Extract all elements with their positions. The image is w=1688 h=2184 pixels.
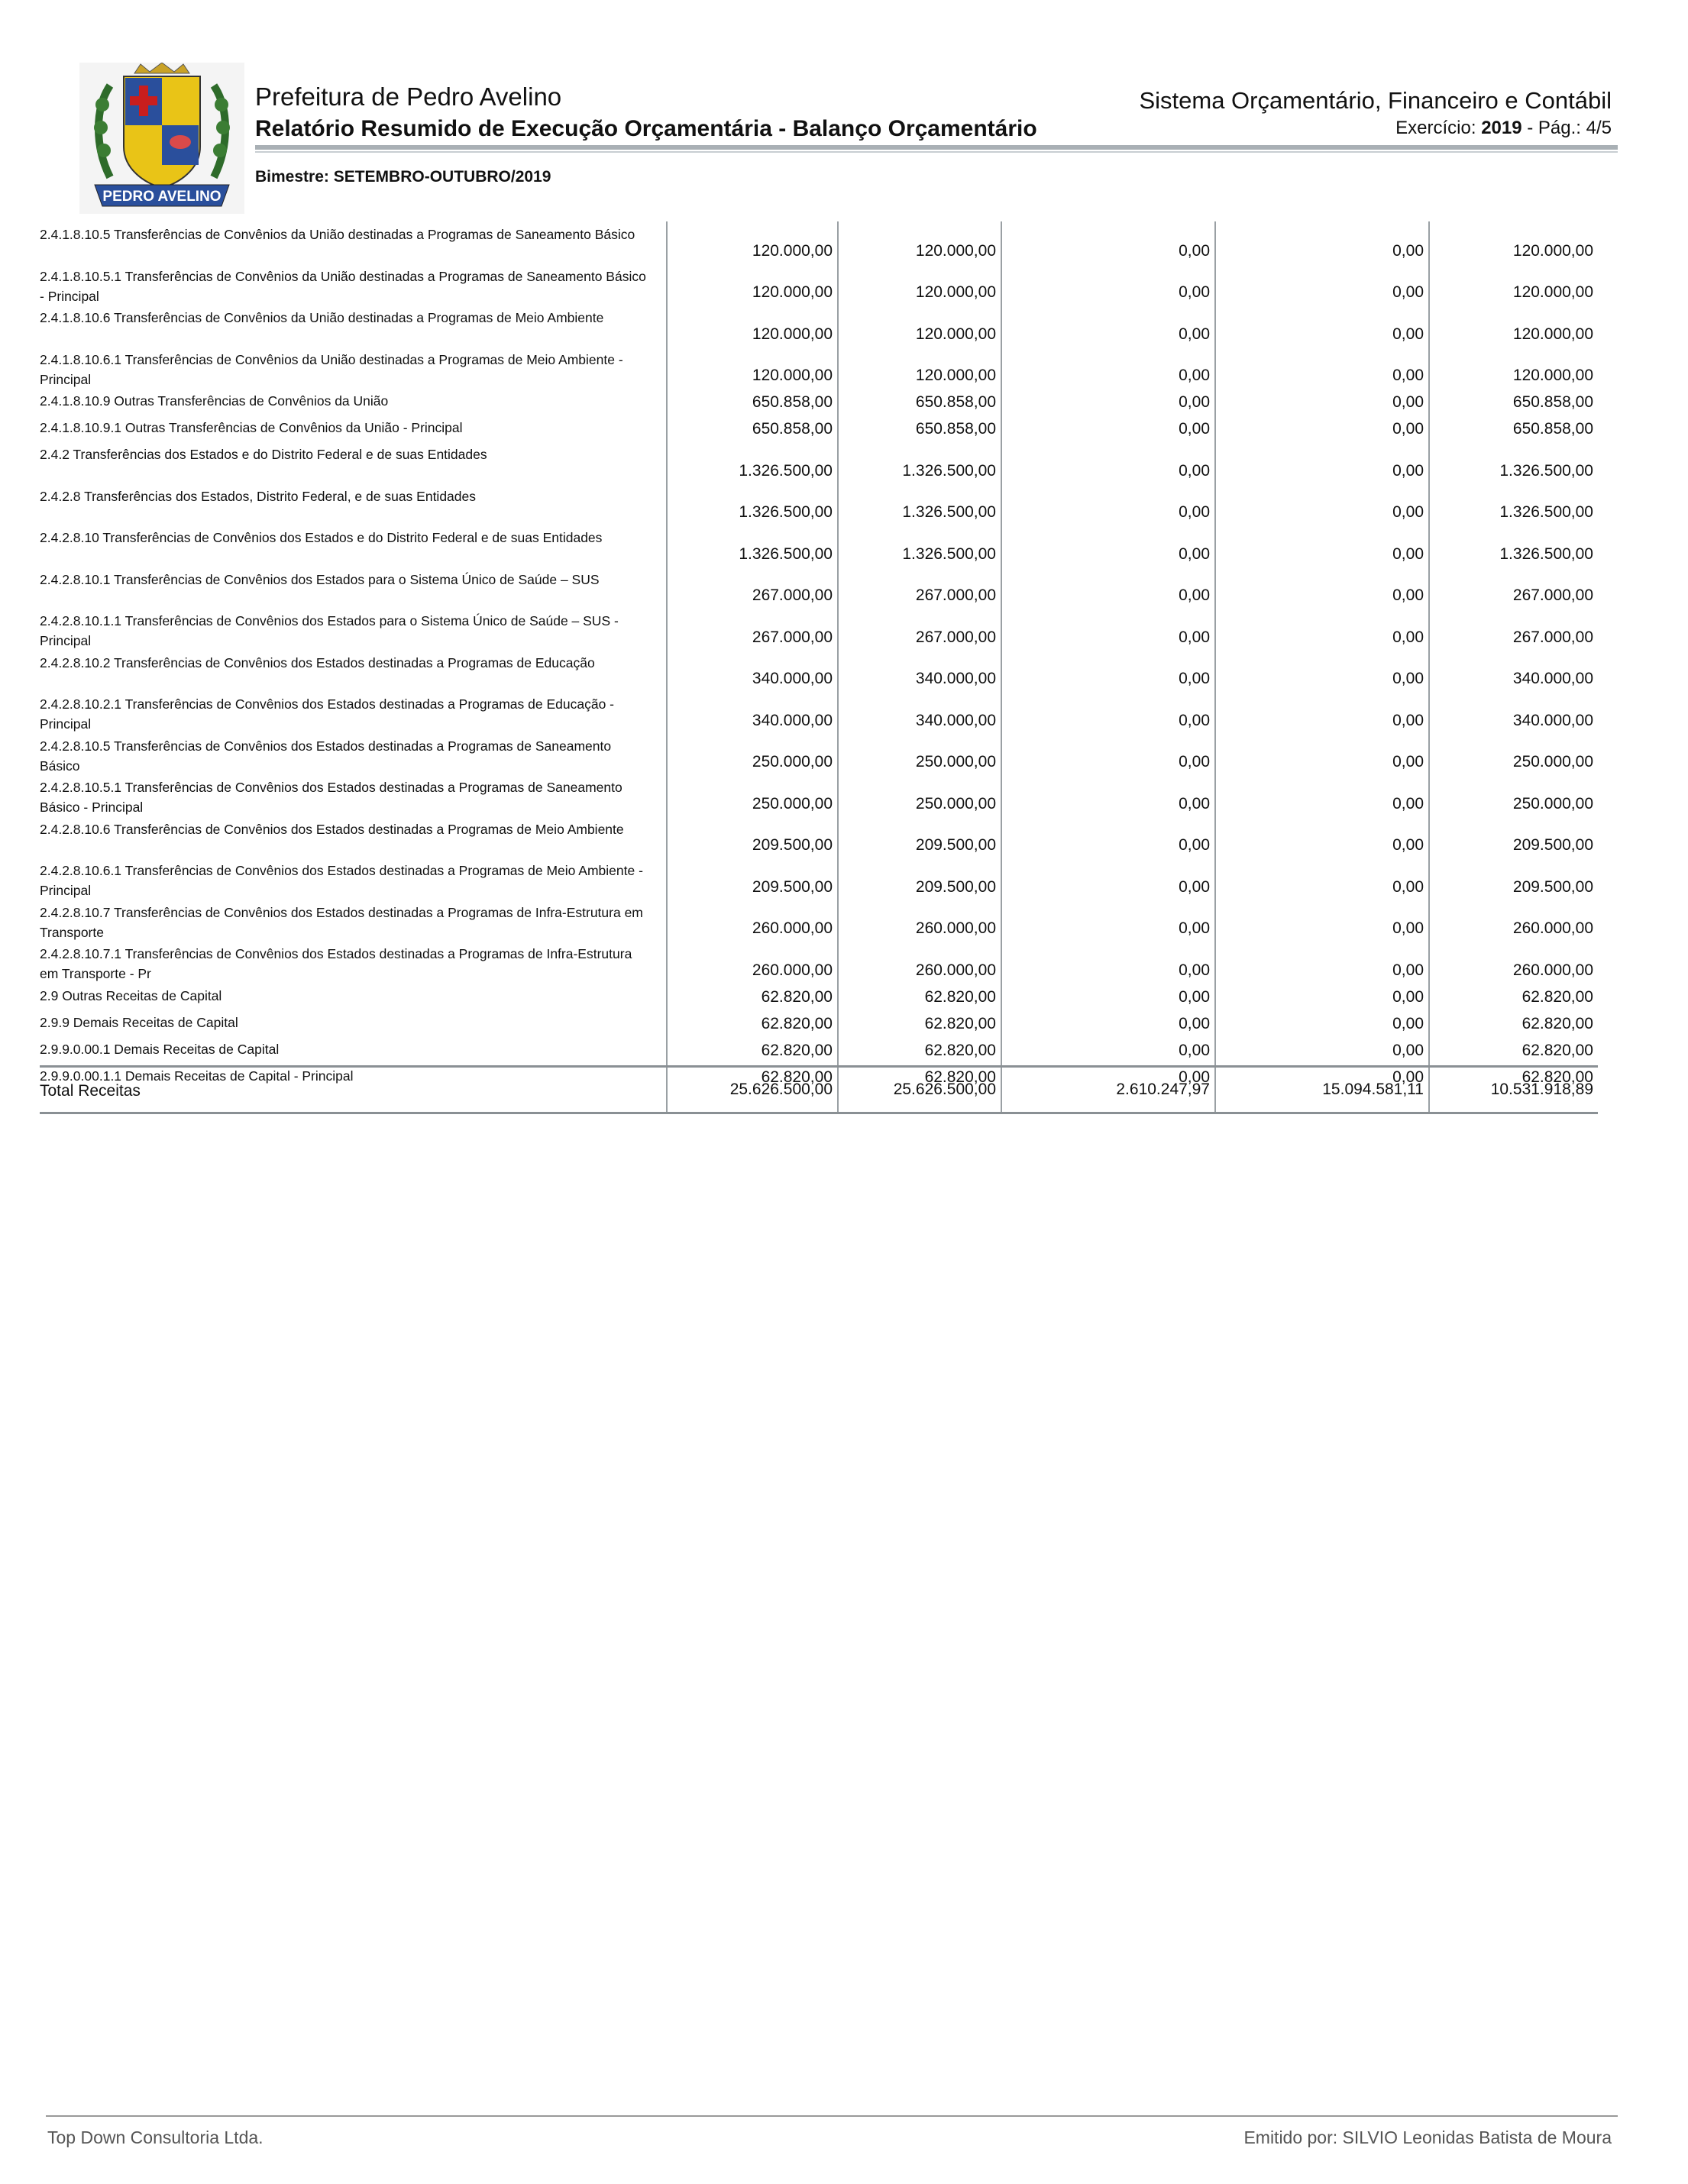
row-value-4: 0,00 bbox=[1214, 650, 1428, 692]
total-label: Total Receitas bbox=[40, 1082, 141, 1100]
row-value-4: 0,00 bbox=[1214, 221, 1428, 263]
row-value-1: 120.000,00 bbox=[666, 263, 837, 305]
row-value-5: 209.500,00 bbox=[1428, 816, 1598, 858]
row-value-1: 250.000,00 bbox=[666, 774, 837, 816]
table-row bbox=[40, 858, 1598, 900]
header-divider-secondary bbox=[255, 151, 1618, 153]
row-value-4: 0,00 bbox=[1214, 388, 1428, 415]
row-value-3: 0,00 bbox=[1001, 441, 1214, 483]
row-value-5: 250.000,00 bbox=[1428, 733, 1598, 775]
row-value-2: 650.858,00 bbox=[837, 415, 1001, 441]
row-value-1: 267.000,00 bbox=[666, 567, 837, 609]
row-value-5: 250.000,00 bbox=[1428, 774, 1598, 816]
exercicio-year: 2019 bbox=[1481, 118, 1522, 138]
row-value-4: 0,00 bbox=[1214, 983, 1428, 1010]
row-value-5: 260.000,00 bbox=[1428, 900, 1598, 942]
row-description: 2.4.2.8.10.1 Transferências de Convênios dos Estados para o Sistema Único de Saúde – SUS bbox=[40, 571, 600, 587]
table-row bbox=[40, 691, 1598, 733]
row-value-5: 267.000,00 bbox=[1428, 567, 1598, 609]
row-description: 2.4.1.8.10.6.1 Transferências de Convênios da União destinadas a Programas de Meio Ambiente - Principal bbox=[40, 351, 623, 387]
row-value-4: 0,00 bbox=[1214, 441, 1428, 483]
total-row bbox=[40, 1065, 1598, 1114]
table-row bbox=[40, 816, 1598, 858]
row-description: 2.4.2.8.10.2.1 Transferências de Convênios dos Estados destinadas a Programas de Educação - Principal bbox=[40, 696, 614, 732]
report-title: Relatório Resumido de Execução Orçamentária - Balanço Orçamentário bbox=[255, 116, 1037, 141]
row-value-3: 0,00 bbox=[1001, 774, 1214, 816]
row-value-5: 1.326.500,00 bbox=[1428, 525, 1598, 567]
row-value-1: 62.820,00 bbox=[666, 1063, 837, 1090]
total-value-1: 25.626.500,00 bbox=[666, 1068, 837, 1112]
row-value-4: 0,00 bbox=[1214, 1063, 1428, 1090]
row-description: 2.4.2.8.10.5 Transferências de Convênios dos Estados destinadas a Programas de Saneamento Básico bbox=[40, 738, 612, 774]
row-value-4: 0,00 bbox=[1214, 774, 1428, 816]
row-value-4: 0,00 bbox=[1214, 816, 1428, 858]
row-value-5: 1.326.500,00 bbox=[1428, 441, 1598, 483]
row-value-5: 120.000,00 bbox=[1428, 263, 1598, 305]
row-value-3: 0,00 bbox=[1001, 733, 1214, 775]
row-value-2: 340.000,00 bbox=[837, 691, 1001, 733]
row-value-5: 62.820,00 bbox=[1428, 1063, 1598, 1090]
table-row bbox=[40, 525, 1598, 567]
row-value-1: 120.000,00 bbox=[666, 221, 837, 263]
row-value-2: 260.000,00 bbox=[837, 900, 1001, 942]
table-row bbox=[40, 221, 1598, 263]
table-row bbox=[40, 567, 1598, 609]
row-value-1: 209.500,00 bbox=[666, 858, 837, 900]
row-value-2: 340.000,00 bbox=[837, 650, 1001, 692]
row-value-2: 62.820,00 bbox=[837, 1063, 1001, 1090]
row-value-3: 0,00 bbox=[1001, 305, 1214, 347]
row-value-5: 62.820,00 bbox=[1428, 983, 1598, 1010]
exercicio-label: Exercício: bbox=[1395, 118, 1476, 138]
row-value-2: 120.000,00 bbox=[837, 221, 1001, 263]
row-value-2: 62.820,00 bbox=[837, 983, 1001, 1010]
row-value-4: 0,00 bbox=[1214, 941, 1428, 983]
row-value-3: 0,00 bbox=[1001, 858, 1214, 900]
row-description: 2.4.2.8.10.1.1 Transferências de Convênios dos Estados para o Sistema Único de Saúde – SUS - Principal bbox=[40, 613, 619, 648]
row-value-1: 340.000,00 bbox=[666, 691, 837, 733]
row-description: 2.4.2.8 Transferências dos Estados, Distrito Federal, e de suas Entidades bbox=[40, 488, 477, 504]
row-description: 2.4.2.8.10.6 Transferências de Convênios dos Estados destinadas a Programas de Meio Ambiente bbox=[40, 821, 624, 837]
row-value-3: 0,00 bbox=[1001, 221, 1214, 263]
row-value-3: 0,00 bbox=[1001, 388, 1214, 415]
municipal-crest-logo bbox=[79, 63, 244, 214]
footer-divider bbox=[46, 2115, 1618, 2117]
row-description: 2.4.2.8.10.7.1 Transferências de Convênios dos Estados destinadas a Programas de Infra-Estrutura em Transporte - Pr bbox=[40, 946, 632, 981]
row-value-2: 260.000,00 bbox=[837, 941, 1001, 983]
row-value-3: 0,00 bbox=[1001, 650, 1214, 692]
row-description: 2.4.1.8.10.5.1 Transferências de Convênios da União destinadas a Programas de Saneamento Básico - Principal bbox=[40, 268, 646, 304]
row-value-1: 62.820,00 bbox=[666, 983, 837, 1010]
row-value-3: 0,00 bbox=[1001, 1063, 1214, 1090]
row-description: 2.4.2.8.10.2 Transferências de Convênios dos Estados destinadas a Programas de Educação bbox=[40, 654, 595, 670]
row-value-1: 260.000,00 bbox=[666, 900, 837, 942]
row-description: 2.9 Outras Receitas de Capital bbox=[40, 987, 222, 1003]
row-description: 2.4.2.8.10.7 Transferências de Convênios dos Estados destinadas a Programas de Infra-Estrutura em Transporte bbox=[40, 904, 643, 940]
table-row bbox=[40, 1010, 1598, 1036]
row-value-1: 260.000,00 bbox=[666, 941, 837, 983]
row-value-2: 209.500,00 bbox=[837, 816, 1001, 858]
row-description: 2.4.2.8.10 Transferências de Convênios dos Estados e do Distrito Federal e de suas Entidades bbox=[40, 530, 603, 545]
row-value-4: 0,00 bbox=[1214, 567, 1428, 609]
row-description: 2.4.2.8.10.5.1 Transferências de Convênios dos Estados destinadas a Programas de Saneamento Básico - Principal bbox=[40, 780, 622, 815]
header-divider bbox=[255, 145, 1618, 150]
row-value-3: 0,00 bbox=[1001, 983, 1214, 1010]
row-value-4: 0,00 bbox=[1214, 691, 1428, 733]
row-description: 2.9.9.0.00.1.1 Demais Receitas de Capital - Principal bbox=[40, 1068, 354, 1084]
row-value-1: 1.326.500,00 bbox=[666, 441, 837, 483]
row-value-3: 0,00 bbox=[1001, 691, 1214, 733]
row-value-1: 1.326.500,00 bbox=[666, 483, 837, 525]
total-value-4: 15.094.581,11 bbox=[1214, 1068, 1428, 1112]
table-row bbox=[40, 983, 1598, 1010]
exercicio-page-info bbox=[1395, 118, 1612, 139]
row-value-2: 120.000,00 bbox=[837, 263, 1001, 305]
row-value-4: 0,00 bbox=[1214, 900, 1428, 942]
table-row bbox=[40, 263, 1598, 305]
row-description: 2.4.1.8.10.6 Transferências de Convênios da União destinadas a Programas de Meio Ambiente bbox=[40, 310, 604, 325]
row-value-4: 0,00 bbox=[1214, 525, 1428, 567]
row-value-2: 120.000,00 bbox=[837, 305, 1001, 347]
row-value-4: 0,00 bbox=[1214, 263, 1428, 305]
row-value-1: 250.000,00 bbox=[666, 733, 837, 775]
row-value-1: 120.000,00 bbox=[666, 347, 837, 389]
row-value-5: 650.858,00 bbox=[1428, 415, 1598, 441]
footer-company: Top Down Consultoria Ltda. bbox=[47, 2127, 264, 2147]
row-value-5: 650.858,00 bbox=[1428, 388, 1598, 415]
row-value-4: 0,00 bbox=[1214, 858, 1428, 900]
row-value-3: 0,00 bbox=[1001, 263, 1214, 305]
row-description: 2.4.1.8.10.5 Transferências de Convênios da União destinadas a Programas de Saneamento Básico bbox=[40, 227, 635, 242]
row-value-2: 250.000,00 bbox=[837, 733, 1001, 775]
row-value-2: 62.820,00 bbox=[837, 1010, 1001, 1036]
row-value-2: 62.820,00 bbox=[837, 1036, 1001, 1063]
row-value-1: 650.858,00 bbox=[666, 415, 837, 441]
row-value-5: 120.000,00 bbox=[1428, 347, 1598, 389]
row-description: 2.4.1.8.10.9 Outras Transferências de Convênios da União bbox=[40, 393, 389, 409]
table-row bbox=[40, 608, 1598, 650]
table-row bbox=[40, 774, 1598, 816]
row-description: 2.4.2 Transferências dos Estados e do Distrito Federal e de suas Entidades bbox=[40, 447, 487, 462]
row-value-2: 650.858,00 bbox=[837, 388, 1001, 415]
row-value-3: 0,00 bbox=[1001, 1036, 1214, 1063]
table-row bbox=[40, 347, 1598, 389]
page-number: - Pág.: 4/5 bbox=[1521, 118, 1612, 138]
row-value-3: 0,00 bbox=[1001, 347, 1214, 389]
row-value-5: 340.000,00 bbox=[1428, 650, 1598, 692]
row-value-5: 260.000,00 bbox=[1428, 941, 1598, 983]
total-value-3: 2.610.247,97 bbox=[1001, 1068, 1214, 1112]
table-row bbox=[40, 388, 1598, 415]
row-value-2: 267.000,00 bbox=[837, 567, 1001, 609]
row-value-4: 0,00 bbox=[1214, 415, 1428, 441]
row-value-5: 120.000,00 bbox=[1428, 305, 1598, 347]
row-description: 2.4.2.8.10.6.1 Transferências de Convênios dos Estados destinadas a Programas de Meio Ambiente - Principal bbox=[40, 863, 643, 898]
row-value-3: 0,00 bbox=[1001, 900, 1214, 942]
row-value-3: 0,00 bbox=[1001, 567, 1214, 609]
total-value-2: 25.626.500,00 bbox=[837, 1068, 1001, 1112]
table-row bbox=[40, 650, 1598, 692]
row-value-4: 0,00 bbox=[1214, 347, 1428, 389]
bimestre-label: Bimestre: SETEMBRO-OUTUBRO/2019 bbox=[255, 168, 551, 186]
row-value-1: 120.000,00 bbox=[666, 305, 837, 347]
row-value-4: 0,00 bbox=[1214, 1036, 1428, 1063]
row-description: 2.9.9 Demais Receitas de Capital bbox=[40, 1014, 238, 1030]
row-value-3: 0,00 bbox=[1001, 816, 1214, 858]
row-value-2: 120.000,00 bbox=[837, 347, 1001, 389]
table-row bbox=[40, 900, 1598, 942]
table-row bbox=[40, 733, 1598, 775]
row-value-4: 0,00 bbox=[1214, 483, 1428, 525]
row-value-3: 0,00 bbox=[1001, 525, 1214, 567]
table-row bbox=[40, 483, 1598, 525]
row-value-2: 1.326.500,00 bbox=[837, 483, 1001, 525]
row-value-2: 1.326.500,00 bbox=[837, 441, 1001, 483]
row-description: 2.9.9.0.00.1 Demais Receitas de Capital bbox=[40, 1041, 280, 1057]
prefeitura-name: Prefeitura de Pedro Avelino bbox=[255, 82, 562, 111]
row-value-1: 62.820,00 bbox=[666, 1010, 837, 1036]
row-value-2: 1.326.500,00 bbox=[837, 525, 1001, 567]
row-value-2: 250.000,00 bbox=[837, 774, 1001, 816]
table-row bbox=[40, 441, 1598, 483]
row-value-5: 120.000,00 bbox=[1428, 221, 1598, 263]
row-value-1: 340.000,00 bbox=[666, 650, 837, 692]
row-value-4: 0,00 bbox=[1214, 305, 1428, 347]
row-value-4: 0,00 bbox=[1214, 1010, 1428, 1036]
row-value-5: 1.326.500,00 bbox=[1428, 483, 1598, 525]
row-value-3: 0,00 bbox=[1001, 415, 1214, 441]
footer-issued-by: Emitido por: SILVIO Leonidas Batista de Moura bbox=[1243, 2127, 1612, 2147]
row-value-1: 62.820,00 bbox=[666, 1036, 837, 1063]
row-value-4: 0,00 bbox=[1214, 733, 1428, 775]
row-value-5: 62.820,00 bbox=[1428, 1010, 1598, 1036]
row-value-5: 267.000,00 bbox=[1428, 608, 1598, 650]
table-row bbox=[40, 415, 1598, 441]
row-value-1: 209.500,00 bbox=[666, 816, 837, 858]
row-value-4: 0,00 bbox=[1214, 608, 1428, 650]
row-value-3: 0,00 bbox=[1001, 608, 1214, 650]
row-value-3: 0,00 bbox=[1001, 941, 1214, 983]
total-value-5: 10.531.918,89 bbox=[1428, 1068, 1598, 1112]
table-row bbox=[40, 941, 1598, 983]
table-row bbox=[40, 305, 1598, 347]
receitas-table bbox=[40, 221, 1598, 1090]
row-value-2: 267.000,00 bbox=[837, 608, 1001, 650]
row-value-2: 209.500,00 bbox=[837, 858, 1001, 900]
system-name: Sistema Orçamentário, Financeiro e Contábil bbox=[1139, 87, 1612, 114]
svg-text:PEDRO AVELINO: PEDRO AVELINO bbox=[102, 189, 222, 205]
row-value-1: 650.858,00 bbox=[666, 388, 837, 415]
row-value-1: 1.326.500,00 bbox=[666, 525, 837, 567]
row-value-3: 0,00 bbox=[1001, 483, 1214, 525]
row-value-5: 209.500,00 bbox=[1428, 858, 1598, 900]
row-value-1: 267.000,00 bbox=[666, 608, 837, 650]
row-description: 2.4.1.8.10.9.1 Outras Transferências de Convênios da União - Principal bbox=[40, 420, 463, 435]
row-value-3: 0,00 bbox=[1001, 1010, 1214, 1036]
row-value-5: 62.820,00 bbox=[1428, 1036, 1598, 1063]
table-row bbox=[40, 1036, 1598, 1063]
row-value-5: 340.000,00 bbox=[1428, 691, 1598, 733]
